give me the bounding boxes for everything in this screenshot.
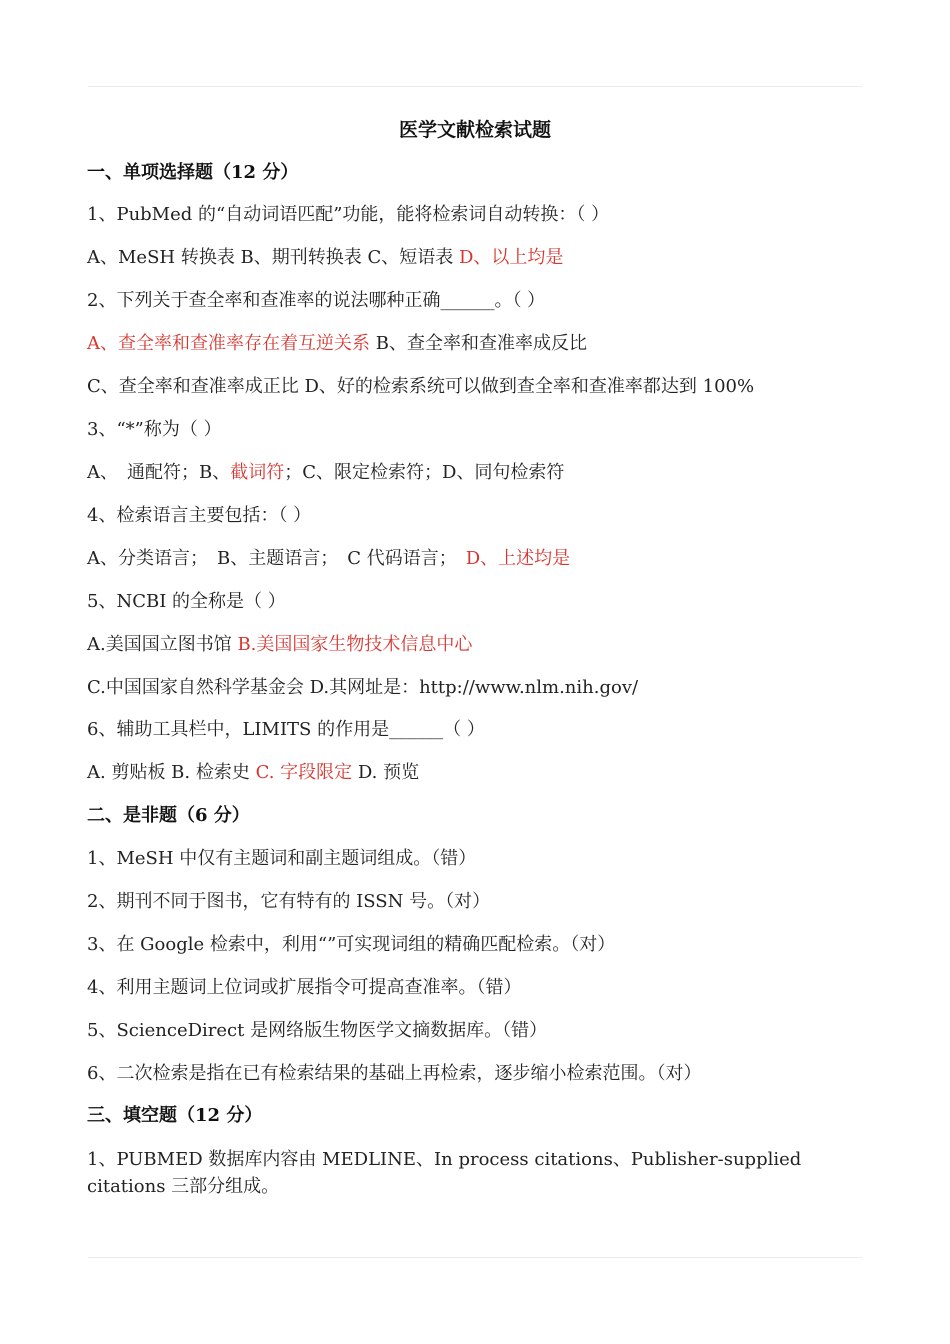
option-text: D. 预览 (352, 762, 420, 783)
fill-item: 1、PUBMED 数据库内容由 MEDLINE、In process citations、Publisher-supplied citations 三部分组成。 (87, 1149, 802, 1197)
option-text: B、查全率和查准率成反比 (370, 333, 587, 354)
option-text: A.美国国立图书馆 (87, 634, 238, 655)
truefalse-item: 3、在 Google 检索中，利用“”可实现词组的精确匹配检索。（对） (87, 934, 616, 955)
question-6-options (87, 760, 867, 786)
question-2: 2、下列关于查全率和查准率的说法哪种正确______。（ ） (87, 290, 546, 311)
section-heading-fill: 三、填空题（12 分） (87, 1105, 263, 1126)
question-5: 5、NCBI 的全称是（ ） (87, 591, 286, 612)
option-text: A、MeSH 转换表 B、期刊转换表 C、短语表 (87, 247, 459, 268)
option-text: A. 剪贴板 B. 检索史 (87, 762, 256, 783)
truefalse-item: 4、利用主题词上位词或扩展指令可提高查准率。（错） (87, 977, 522, 998)
question-4-options (87, 546, 867, 572)
question-5-options-a (87, 632, 867, 658)
question-3-options (87, 460, 867, 486)
header-rule (88, 86, 862, 87)
option-text: A、 通配符；B、 (87, 462, 231, 483)
option-text: A、分类语言； B、主题语言； C 代码语言； (87, 548, 466, 569)
question-4: 4、检索语言主要包括：（ ） (87, 505, 312, 526)
truefalse-item: 6、二次检索是指在已有检索结果的基础上再检索，逐步缩小检索范围。（对） (87, 1063, 702, 1084)
answer-highlight: D、以上均是 (459, 247, 564, 268)
question-5-options-c: C.中国国家自然科学基金会 D.其网址是：http://www.nlm.nih.gov/ (87, 677, 639, 698)
truefalse-item: 5、ScienceDirect 是网络版生物医学文摘数据库。（错） (87, 1020, 548, 1041)
question-2-options-c: C、查全率和查准率成正比 D、好的检索系统可以做到查全率和查准率都达到 100% (87, 376, 755, 397)
question-2-options-a (87, 331, 867, 357)
footer-rule (88, 1257, 862, 1258)
document-title: 医学文献检索试题 (398, 119, 551, 141)
question-1: 1、PubMed 的“自动词语匹配”功能，能将检索词自动转换：（ ） (87, 204, 610, 225)
section-heading-truefalse: 二、是非题（6 分） (87, 805, 250, 826)
answer-highlight: 截词符 (230, 462, 285, 483)
answer-highlight: B.美国国家生物技术信息中心 (237, 634, 473, 655)
question-1-options (87, 245, 867, 271)
option-text: ；C、限定检索符；D、同句检索符 (284, 462, 565, 483)
question-3: 3、“*”称为（ ） (87, 419, 222, 440)
question-6: 6、辅助工具栏中，LIMITS 的作用是______（ ） (87, 719, 485, 740)
answer-highlight: C. 字段限定 (255, 762, 353, 783)
section-heading-choice: 一、单项选择题（12 分） (87, 162, 299, 183)
answer-highlight: A、查全率和查准率存在着互逆关系 (87, 333, 370, 354)
answer-highlight: D、上述均是 (465, 548, 571, 569)
truefalse-item: 2、期刊不同于图书，它有特有的 ISSN 号。（对） (87, 891, 491, 912)
truefalse-item: 1、MeSH 中仅有主题词和副主题词组成。（错） (87, 848, 477, 869)
